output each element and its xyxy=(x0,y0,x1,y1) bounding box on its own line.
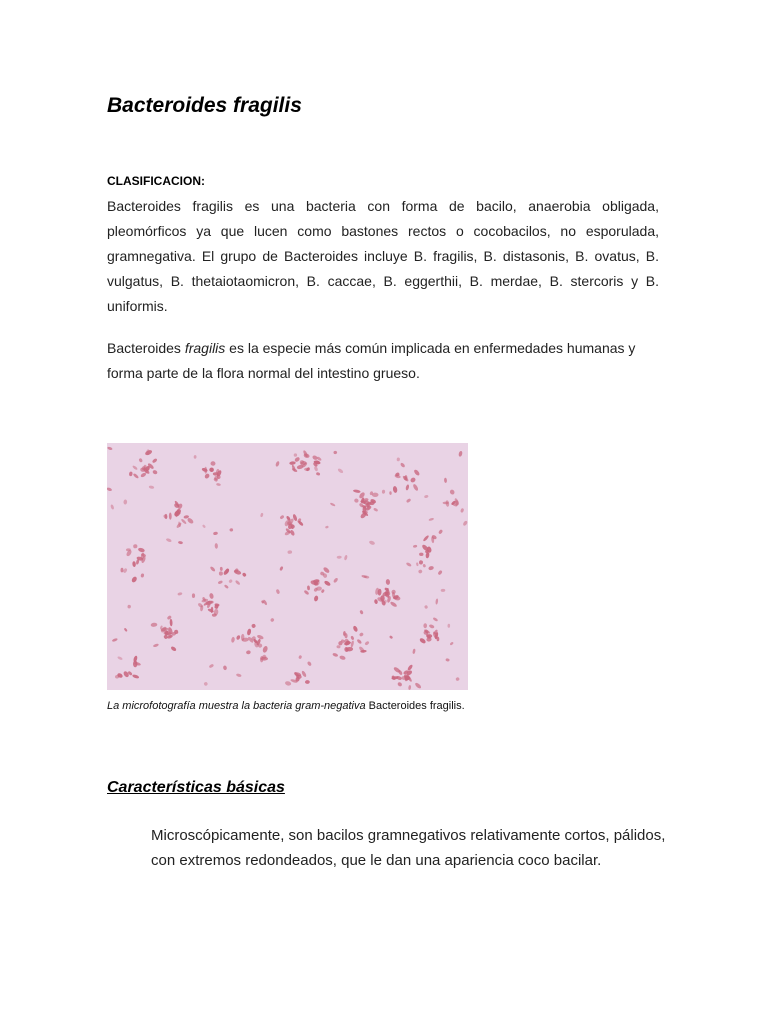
intro-italic-species: fragilis xyxy=(184,340,226,356)
intro-text-start: Bacteroides xyxy=(107,340,185,356)
bacterium-cell xyxy=(443,502,449,505)
caption-species: Bacteroides fragilis. xyxy=(365,700,465,712)
figure-caption xyxy=(107,700,465,712)
intro-text-end: es la especie más común implicada en enfermedades humanas y forma parte de la flora normal del intestino grueso. xyxy=(107,340,636,381)
classification-label: CLASIFICACION: xyxy=(107,174,205,188)
caption-italic: La microfotografía muestra la bacteria gram-negativa xyxy=(107,700,366,712)
page-title: Bacteroides fragilis xyxy=(107,94,302,117)
micrograph-image xyxy=(107,443,468,690)
classification-paragraph: Bacteroides fragilis es una bacteria con forma de bacilo, anaerobia obligada, pleomórficos ya que lucen como bastones rectos o cocobacilos, no esporulada, gramnegativa. El grupo de Bacteroides incluye B. fragilis, B. distasonis, B. ovatus, B. vulgatus, B. thetaiotaomicron, B. caccae, B. eggerthii, B. merdae, B. stercoris y B. uniformis. xyxy=(107,198,659,314)
intro-paragraph xyxy=(107,336,667,386)
section-heading-characteristics: Características básicas xyxy=(107,779,285,796)
characteristics-paragraph: Microscópicamente, son bacilos gramnegativos relativamente cortos, pálidos, con extremos redondeados, que le dan una apariencia coco bacilar. xyxy=(151,827,666,869)
